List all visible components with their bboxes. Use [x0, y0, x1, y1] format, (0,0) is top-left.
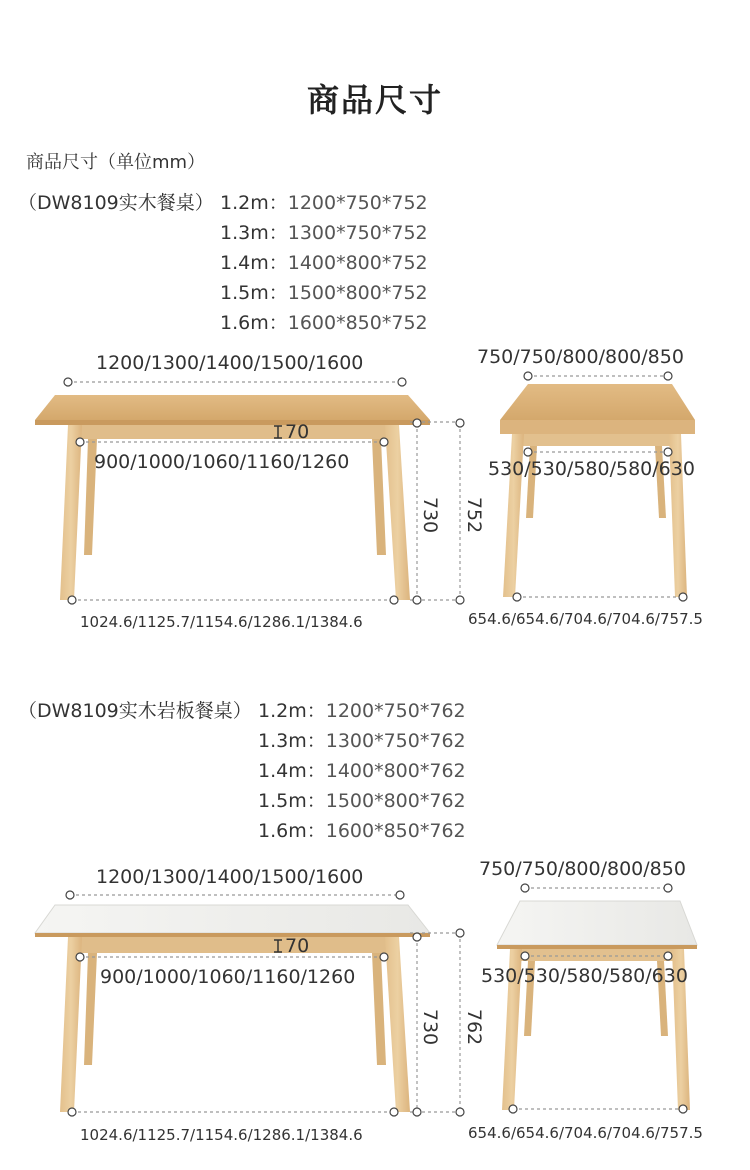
spec-row: 1.2m：1200*750*752 — [220, 192, 428, 214]
apron-height-label: 70 — [285, 421, 310, 443]
page-title: 商品尺寸 — [306, 81, 443, 119]
front-foot-span-label: 1024.6/1125.7/1154.6/1286.1/1384.6 — [80, 613, 363, 631]
spec-row: 1.6m：1600*850*762 — [258, 820, 466, 842]
front-table-2 — [35, 905, 430, 1112]
spec-row: 1.3m：1300*750*752 — [220, 222, 428, 244]
spec-row: 1.3m：1300*750*762 — [258, 730, 466, 752]
front-inner-label: 900/1000/1060/1160/1260 — [94, 451, 350, 473]
side-table-1 — [500, 384, 695, 597]
apron-height-label: 70 — [285, 935, 310, 957]
total-height-label: 762 — [463, 1008, 486, 1046]
front-length-label: 1200/1300/1400/1500/1600 — [96, 866, 364, 888]
spec-row: 1.2m：1200*750*762 — [258, 700, 466, 722]
leg-height-label: 730 — [419, 496, 442, 534]
front-foot-span-label: 1024.6/1125.7/1154.6/1286.1/1384.6 — [80, 1126, 363, 1144]
spec-row: 1.6m：1600*850*752 — [220, 312, 428, 334]
spec-row: 1.5m：1500*800*762 — [258, 790, 466, 812]
front-length-label: 1200/1300/1400/1500/1600 — [96, 352, 364, 374]
front-table-1 — [35, 395, 430, 600]
side-foot-span-label: 654.6/654.6/704.6/704.6/757.5 — [468, 1124, 703, 1142]
model-name-2: （DW8109实木岩板餐桌） — [18, 700, 252, 722]
spec-row: 1.5m：1500*800*752 — [220, 282, 428, 304]
side-foot-span-label: 654.6/654.6/704.6/704.6/757.5 — [468, 610, 703, 628]
spec-row: 1.4m：1400*800*752 — [220, 252, 428, 274]
side-width-label: 750/750/800/800/850 — [479, 858, 686, 880]
unit-label: 商品尺寸（单位mm） — [26, 152, 206, 173]
side-width-label: 750/750/800/800/850 — [477, 346, 684, 368]
side-inner-label: 530/530/580/580/630 — [488, 458, 695, 480]
total-height-label: 752 — [463, 496, 486, 534]
model-name-1: （DW8109实木餐桌） — [18, 192, 214, 214]
front-inner-label: 900/1000/1060/1160/1260 — [100, 966, 356, 988]
side-inner-label: 530/530/580/580/630 — [481, 965, 688, 987]
leg-height-label: 730 — [419, 1008, 442, 1046]
spec-row: 1.4m：1400*800*762 — [258, 760, 466, 782]
side-table-2 — [497, 901, 697, 1110]
